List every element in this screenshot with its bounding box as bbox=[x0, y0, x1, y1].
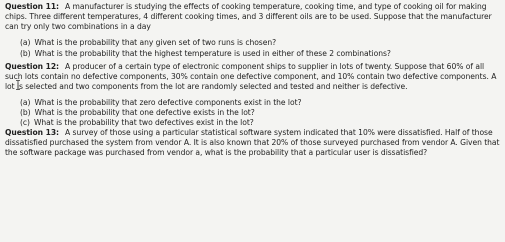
question-number: Question 11: bbox=[5, 2, 60, 11]
question-part bbox=[20, 49, 501, 59]
part-label: (a) bbox=[20, 38, 31, 47]
question-12-parts bbox=[5, 98, 501, 128]
part-label: (b) bbox=[20, 49, 31, 58]
text-cursor-icon bbox=[15, 80, 21, 90]
part-text: What is the probability that one defective exists in the lot? bbox=[34, 108, 255, 117]
part-label: (b) bbox=[20, 108, 31, 117]
part-text: What is the probability that two defectives exist in the lot? bbox=[33, 118, 254, 127]
part-text: What is the probability that zero defective components exist in the lot? bbox=[34, 98, 302, 107]
question-text: A producer of a certain type of electronic component ships to supplier in lots of twenty. Suppose that 60% of all such lots contain no defective components, 30% contain one defective component, and 10% contain two defective components. A lot is selected and two components from the lot are randomly selected and tested and neither is defective. bbox=[5, 62, 497, 91]
question-11 bbox=[5, 2, 501, 32]
part-text: What is the probability that the highest temperature is used in either of these 2 combinations? bbox=[34, 49, 391, 58]
question-text: A manufacturer is studying the effects of cooking temperature, cooking time, and type of cooking oil for making chips. Three different temperatures, 4 different cooking times, and 3 different oils are to be used. Suppose that the manufacturer can try only two combinations in a day bbox=[5, 2, 492, 31]
question-number: Question 13: bbox=[5, 128, 60, 137]
question-part bbox=[20, 118, 501, 128]
part-label: (c) bbox=[20, 118, 30, 127]
question-part bbox=[20, 108, 501, 118]
question-11-parts bbox=[5, 38, 501, 59]
part-text: What is the probability that any given set of two runs is chosen? bbox=[34, 38, 277, 47]
question-text: A survey of those using a particular statistical software system indicated that 10% were dissatisfied. Half of those dissatisfied purchased the system from vendor A. It is also known that 20% of those surveyed purchased from vendor A. Given that the software package was purchased from vendor a, what is the probability that a particular user is dissatisfied? bbox=[5, 128, 500, 157]
question-13 bbox=[5, 128, 501, 158]
question-12 bbox=[5, 62, 501, 92]
part-label: (a) bbox=[20, 98, 31, 107]
question-part bbox=[20, 38, 501, 48]
question-number: Question 12: bbox=[5, 62, 60, 71]
question-part bbox=[20, 98, 501, 108]
document-page bbox=[5, 2, 501, 158]
